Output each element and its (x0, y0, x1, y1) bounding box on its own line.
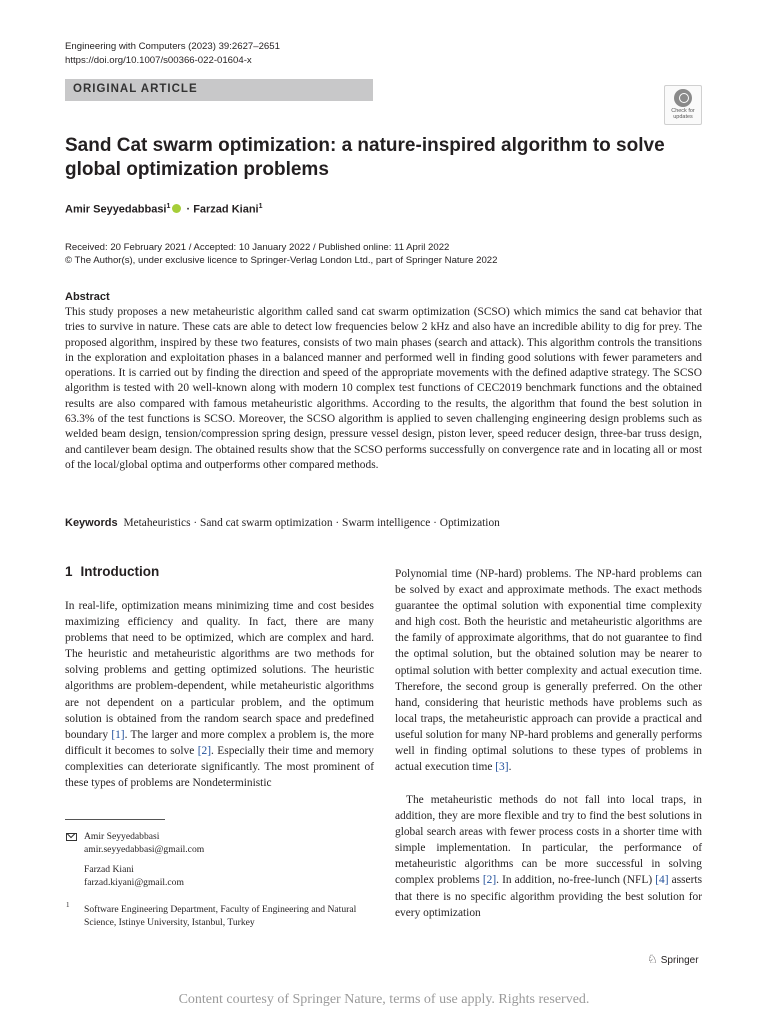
text-run: . The larger and more complex a problem is, the more difficult it becomes to solve (65, 728, 374, 757)
section-number: 1 (65, 564, 73, 579)
check-updates-label: Check for updates (671, 108, 695, 120)
orcid-icon[interactable] (172, 204, 181, 213)
journal-citation: Engineering with Computers (2023) 39:2627–2651 (65, 41, 280, 52)
author-list (65, 203, 263, 216)
author-name[interactable]: Farzad Kiani (193, 203, 259, 216)
author-affil-marker: 1 (258, 203, 263, 210)
history-dates: Received: 20 February 2021 / Accepted: 10 January 2022 / Published online: 11 April 2022 (65, 242, 450, 253)
affiliation-number: 1 (66, 901, 70, 909)
contact-email[interactable]: amir.seyyedabbasi@gmail.com (84, 844, 205, 856)
journal-info (65, 40, 280, 68)
citation-link[interactable]: [3] (495, 761, 509, 774)
text-run: . In addition, no-free-lunch (NFL) (496, 874, 656, 887)
check-updates-icon (674, 89, 692, 107)
footnote-divider (65, 819, 165, 820)
citation-link[interactable]: [2] (197, 744, 212, 757)
text-run: The metaheuristic methods do not fall into local traps, in addition, they are more flexible and try to find the best solutions in global search areas with fewer process costs in a shorter time with simple implementation. In particular, the performance of metaheuristic algorithms can be more successful in solving complex problems (395, 794, 702, 887)
text-run: . Especially their time and memory complexities can deteriorate significantly. The most prominent of these types of problems are Nondeterministic (65, 744, 374, 790)
springer-horse-icon: ♘ (647, 952, 658, 966)
courtesy-notice: Content courtesy of Springer Nature, terms of use apply. Rights reserved. (178, 992, 590, 1007)
contact-name: Farzad Kiani (84, 864, 134, 875)
text-run: Polynomial time (NP-hard) problems. The NP-hard problems can be solved by exact and approximate methods. The exact methods guarantee the optimal solution with exponential time complexity and high cost. Both the heuristic and metaheuristic algorithms are the family of approximate algorithms, that do not guarantee to find the optimal solution, but the obtained solution may be nearer to optimal solution with better complexity and actual execution time. Therefore, the second group is generally preferred. On the other hand, considering that heuristic methods have problems such as local traps, the metaheuristic approach can provide a practical and useful solution for many NP-hard problems and generally performs well in finding optimal solutions to these types of problems in actual execution time (395, 568, 702, 774)
citation-link[interactable]: [1] (111, 728, 125, 741)
text-run: . (508, 761, 512, 774)
keywords (65, 517, 500, 529)
coauthor-contact (84, 863, 184, 889)
text-run: asserts that there is no specific algorithm providing the best solution for every optimization (395, 874, 703, 919)
author-affil-marker: 1 (166, 203, 171, 210)
contact-name: Amir Seyyedabbasi (84, 831, 160, 842)
doi-link[interactable]: https://doi.org/10.1007/s00366-022-01604-x (65, 55, 252, 66)
intro-paragraph-right-1 (395, 566, 702, 775)
affiliation-text: Software Engineering Department, Faculty of Engineering and Natural Science, Istinye University, Istanbul, Turkey (84, 904, 357, 929)
publication-dates (65, 241, 497, 267)
section-title: Introduction (80, 564, 160, 579)
envelope-icon (66, 833, 77, 841)
paper-title: Sand Cat swarm optimization: a nature-inspired algorithm to solve global optimization problems (65, 135, 665, 180)
citation-link[interactable]: [2] (482, 874, 497, 887)
abstract-heading: Abstract (65, 291, 110, 303)
section-heading (65, 564, 167, 579)
author-name[interactable]: Amir Seyyedabbasi (65, 203, 167, 216)
article-type-label: ORIGINAL ARTICLE (73, 83, 198, 95)
citation-link[interactable]: [4] (655, 874, 669, 887)
intro-paragraph-left (65, 598, 374, 791)
springer-logo (647, 952, 699, 966)
author-separator: · (183, 203, 194, 216)
copyright-line: © The Author(s), under exclusive licence to Springer-Verlag London Ltd., part of Springer Nature 2022 (65, 255, 498, 266)
corresponding-author-contact (84, 830, 204, 856)
text-run: In real-life, optimization means minimizing time and cost besides maximizing efficiency and quality. In fact, there are many problems that need to be optimized, which are complex and hard. The heuristic and metaheuristic algorithms are two methods for solving problems and getting optimized solutions. The heuristic algorithms are problem-dependent, while metaheuristic algorithms are not dependent on a particular problem, and the optimum solution is obtained from the random search space and predefined boundary (65, 600, 374, 741)
publisher-name: Springer (660, 955, 699, 966)
abstract-text: This study proposes a new metaheuristic algorithm called sand cat swarm optimization (SCSO) which mimics the sand cat behavior that tries to survive in nature. These cats are able to detect low frequencies below 2 kHz and also have an incredible ability to dig for prey. The proposed algorithm, inspired by these two features, consists of two main phases (search and attack). This algorithm controls the transitions in the exploration and exploitation phases in a balanced manner and performed well in finding good solutions with fewer parameters and operations. It is carried out by finding the direction and speed of the appropriate movements with the defined adaptive strategy. The SCSO algorithm is tested with 20 well-known along with modern 10 complex test functions of CEC2019 benchmark functions and the obtained results are also compared with famous metaheuristic algorithms. According to the results, the algorithm that found the best solution in 63.3% of the test functions is SCSO. Moreover, the SCSO algorithm is applied to seven challenging engineering design problems such as welded beam design, tension/compression spring design, pressure vessel design, piston lever, speed reducer design, three-bar truss design, and cantilever beam design. The obtained results show that the SCSO performs successfully on convergence rate and in locating all or most of the local/global optima and outperforms other compared methods. (65, 306, 702, 471)
check-for-updates-badge[interactable] (664, 85, 702, 125)
intro-paragraph-right-2 (395, 792, 702, 921)
contact-email[interactable]: farzad.kiyani@gmail.com (84, 877, 184, 889)
keywords-label: Keywords (65, 517, 118, 529)
keywords-list: Metaheuristics · Sand cat swarm optimization · Swarm intelligence · Optimization (123, 517, 500, 529)
